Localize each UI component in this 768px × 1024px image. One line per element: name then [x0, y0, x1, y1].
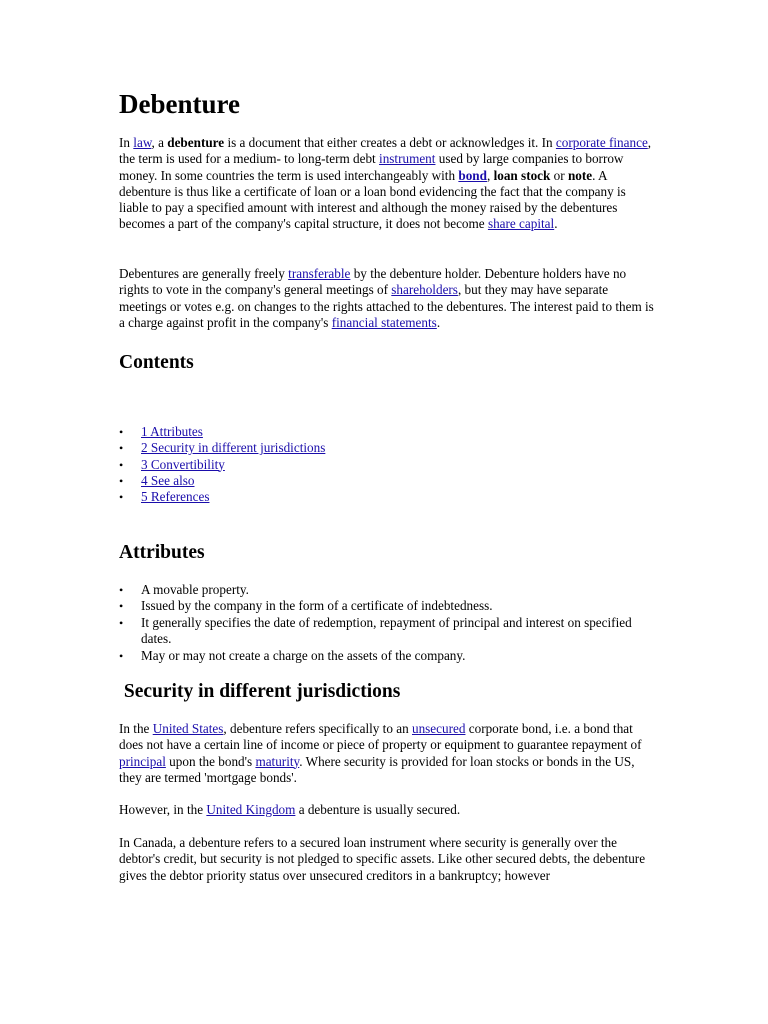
toc-item-attributes — [119, 424, 654, 440]
united-states-link[interactable]: United States — [152, 721, 224, 736]
debenture-bold: debenture — [167, 135, 225, 150]
text: Debentures are generally freely — [119, 266, 289, 281]
text: , the term is used for a medium- to long-term debt — [119, 135, 652, 167]
principal-link[interactable]: principal — [119, 753, 166, 769]
text: , — [486, 167, 494, 183]
text: In the — [119, 721, 153, 736]
toc-link-convertibility[interactable]: 3 Convertibility — [141, 456, 225, 472]
text: , debenture refers specifically to an — [223, 721, 412, 736]
text: used by large companies to borrow money. In some countries the term is used interchangeably with — [119, 151, 624, 183]
bond-link[interactable]: bond — [458, 167, 487, 183]
united-kingdom-link[interactable]: United Kingdom — [206, 802, 296, 817]
list-item: • Issued by the company in the form of a certificate of indebtedness. — [119, 598, 654, 614]
list-item: • A movable property. — [119, 582, 654, 598]
transferable-link[interactable]: transferable — [288, 266, 351, 281]
list-item: • May or may not create a charge on the assets of the company. — [119, 648, 654, 664]
text: a debenture is usually secured. — [295, 802, 461, 817]
maturity-link[interactable]: maturity — [255, 753, 300, 769]
note-bold: note — [567, 167, 593, 183]
toc-item-see-also — [119, 473, 654, 489]
toc-link-references[interactable]: 5 References — [141, 489, 210, 505]
text: , a — [151, 135, 168, 150]
list-item: • It generally specifies the date of redemption, repayment of principal and interest on specified dates. — [119, 615, 654, 648]
instrument-link[interactable]: instrument — [379, 151, 436, 167]
text: is a document that either creates a debt or acknowledges it. In — [224, 135, 556, 150]
security-heading: Security in different jurisdictions — [119, 681, 401, 702]
text: . — [436, 314, 441, 330]
text: . Where security is provided for loan stocks or bonds in the US, they are termed 'mortgage bonds'. — [119, 753, 635, 785]
canada-paragraph: In Canada, a debenture refers to a secured loan instrument where security is generally over the debtor's credit, but security is not pledged to specific assets. Like other secured debts, the debenture gives the debtor priority status over unsecured creditors in a bankruptcy; however — [119, 835, 646, 883]
intro-paragraph — [119, 135, 654, 233]
toc-item-security — [119, 440, 654, 456]
corporate-finance-link[interactable]: corporate finance — [555, 135, 648, 150]
text: by the debenture holder. Debenture holders have no rights to vote in the company's general meetings of — [119, 266, 627, 298]
text: or — [550, 167, 568, 183]
shareholders-link[interactable]: shareholders — [391, 282, 458, 298]
text: upon the bond's — [165, 753, 256, 769]
share-capital-link[interactable]: share capital — [487, 216, 555, 232]
law-link[interactable]: law — [133, 135, 152, 150]
text: . A debenture is thus like a certificate of loan or a loan bond evidencing the fact that the company is liable to pay a specified amount with interest and although the money raised by the debentures becomes a part of the company's capital structure, it does not become — [119, 167, 626, 232]
contents-heading: Contents — [119, 352, 194, 373]
united-states-paragraph — [119, 721, 654, 786]
unsecured-link[interactable]: unsecured — [411, 721, 466, 736]
toc-link-see-also[interactable]: 4 See also — [141, 472, 195, 488]
text: . — [554, 216, 558, 232]
toc-link-security[interactable]: 2 Security in different jurisdictions — [141, 440, 326, 456]
attributes-list — [119, 582, 654, 664]
toc-item-references — [119, 489, 654, 505]
toc-link-attributes[interactable]: 1 Attributes — [141, 424, 203, 439]
loan-stock-bold: loan stock — [493, 167, 551, 183]
debenture-holders-paragraph — [119, 266, 654, 331]
attributes-heading: Attributes — [119, 542, 205, 563]
text: However, in the — [119, 802, 207, 817]
page-title: Debenture — [119, 89, 240, 119]
table-of-contents — [119, 424, 654, 505]
toc-item-convertibility — [119, 457, 654, 473]
financial-statements-link[interactable]: financial statements — [331, 314, 437, 330]
text: corporate bond, i.e. a bond that does not have a certain line of income or piece of property or equipment to guarantee repayment of — [119, 721, 642, 753]
text: In — [119, 135, 134, 150]
united-kingdom-paragraph — [119, 802, 654, 818]
text: , but they may have separate meetings or votes e.g. on changes to the rights attached to the debentures. The interest paid to them is a charge against profit in the company's — [119, 282, 654, 330]
